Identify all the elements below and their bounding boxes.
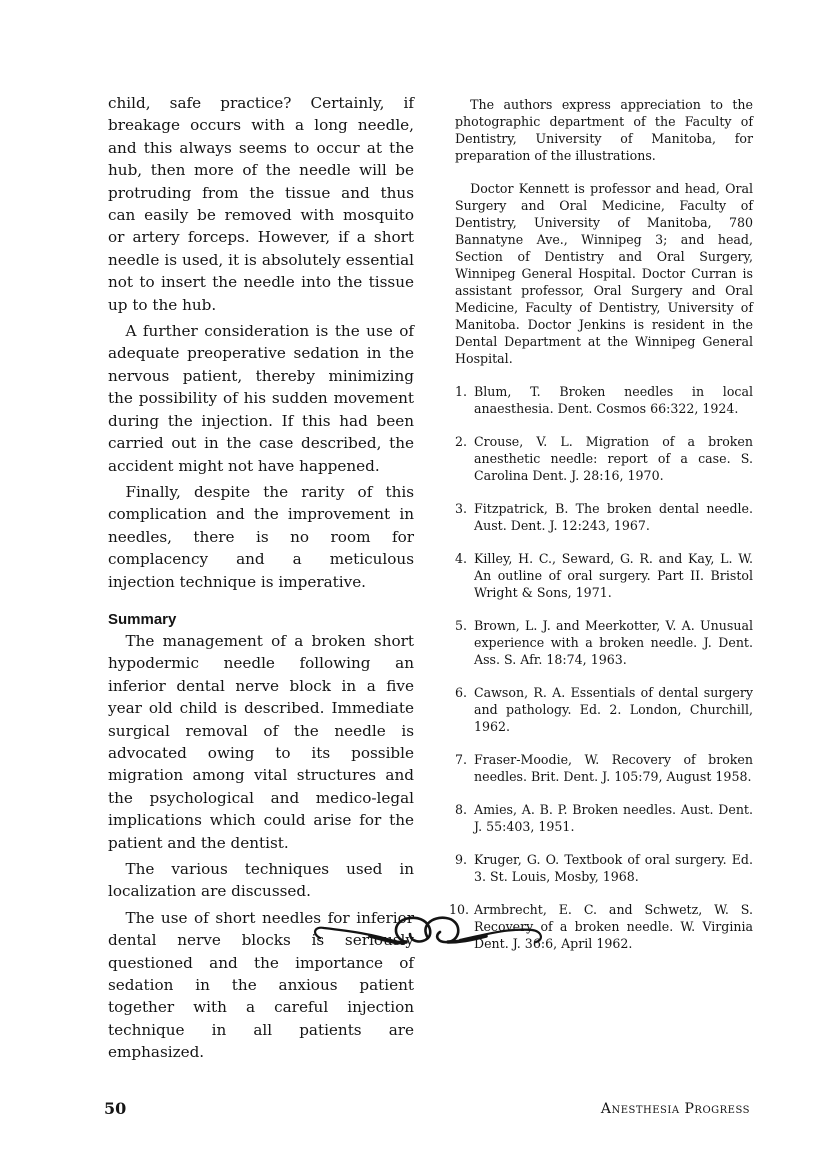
author-info: Doctor Kennett is professor and head, Oral Surgery and Oral Medicine, Faculty of Dentistry, University of Manitoba, 780 Bannatyne Ave., Winnipeg 3; and head, Section of Dentistry and Oral Surgery, Winnipeg General Hospital. Doctor Curran is assistant professor, Oral Surgery and Oral Medicine, Faculty of Dentistry, University of Manitoba. Doctor Jenkins is resident in the Dental Department at the Winnipeg General Hospital.	[455, 181, 753, 366]
reference-list	[449, 383, 753, 952]
reference-item	[455, 851, 753, 885]
right-column	[449, 96, 753, 968]
summary-heading: Summary	[108, 610, 177, 628]
reference-text: Kruger, G. O. Textbook of oral surgery. Ed. 3. St. Louis, Mosby, 1968.	[474, 852, 753, 884]
reference-item	[455, 500, 753, 534]
reference-item	[455, 751, 753, 785]
reference-text: Crouse, V. L. Migration of a broken anesthetic needle: report of a case. S. Carolina Dent. J. 28:16, 1970.	[474, 434, 753, 483]
reference-number: 3.	[454, 501, 467, 516]
summary-paragraph: The use of short needles for inferior dental nerve blocks is seriously questioned and the importance of sedation in the anxious patient together with a careful injection technique in all patients are emphasized.	[108, 908, 414, 1062]
reference-item	[455, 684, 753, 735]
reference-number: 7.	[454, 752, 467, 767]
reference-number: 5.	[454, 618, 467, 633]
journal-title: Anesthesia Progress	[600, 1101, 750, 1117]
reference-text: Fraser-Moodie, W. Recovery of broken needles. Brit. Dent. J. 105:79, August 1958.	[474, 752, 753, 784]
reference-item	[455, 383, 753, 417]
reference-text: Brown, L. J. and Meerkotter, V. A. Unusual experience with a broken needle. J. Dent. Ass. S. Afr. 18:74, 1963.	[474, 618, 753, 667]
decorative-flourish-icon	[310, 912, 546, 954]
reference-item	[455, 433, 753, 484]
reference-text: Fitzpatrick, B. The broken dental needle. Aust. Dent. J. 12:243, 1967.	[474, 501, 753, 533]
reference-item	[455, 617, 753, 668]
reference-text: Killey, H. C., Seward, G. R. and Kay, L. W. An outline of oral surgery. Part II. Bristol Wright & Sons, 1971.	[474, 551, 753, 600]
reference-number: 10.	[449, 902, 470, 917]
reference-number: 9.	[454, 852, 467, 867]
body-paragraph: Finally, despite the rarity of this complication and the improvement in needles, there is no room for complacency and a meticulous injection technique is imperative.	[108, 482, 414, 591]
summary-paragraph: The various techniques used in localization are discussed.	[108, 860, 414, 901]
acknowledgement: The authors express appreciation to the photographic department of the Faculty of Dentistry, University of Manitoba, for preparation of the illustrations.	[455, 97, 753, 163]
reference-number: 8.	[454, 802, 467, 817]
reference-number: 6.	[454, 685, 467, 700]
reference-number: 1.	[454, 384, 467, 399]
reference-text: Blum, T. Broken needles in local anaesthesia. Dent. Cosmos 66:322, 1924.	[474, 384, 753, 416]
reference-text: Amies, A. B. P. Broken needles. Aust. Dent. J. 55:403, 1951.	[474, 802, 753, 834]
reference-number: 4.	[454, 551, 467, 566]
reference-text: Armbrecht, E. C. and Schwetz, W. S. Recovery of a broken needle. W. Virginia Dent. J. 36:6, April 1962.	[474, 902, 753, 951]
summary-paragraph: The management of a broken short hypodermic needle following an inferior dental nerve block in a five year old child is described. Immediate surgical removal of the needle is advocated owing to its possible migration among vital structures and the psychological and medico-legal implications which could arise for the patient and the dentist.	[108, 631, 414, 852]
reference-number: 2.	[454, 434, 467, 449]
reference-text: Cawson, R. A. Essentials of dental surgery and pathology. Ed. 2. London, Churchill, 1962.	[474, 685, 753, 734]
reference-item	[455, 550, 753, 601]
body-paragraph: A further consideration is the use of adequate preoperative sedation in the nervous patient, thereby minimizing the possibility of his sudden movement during the injection. If this had been carried out in the case described, the accident might not have happened.	[108, 322, 414, 475]
page-number: 50	[104, 1099, 127, 1118]
reference-item	[455, 801, 753, 835]
body-paragraph: child, safe practice? Certainly, if breakage occurs with a long needle, and this always seems to occur at the hub, then more of the needle will be protruding from the tissue and thus can easily be removed with mosquito or artery forceps. However, if a short needle is used, it is absolutely essential not to insert the needle into the tissue up to the hub.	[108, 94, 414, 314]
